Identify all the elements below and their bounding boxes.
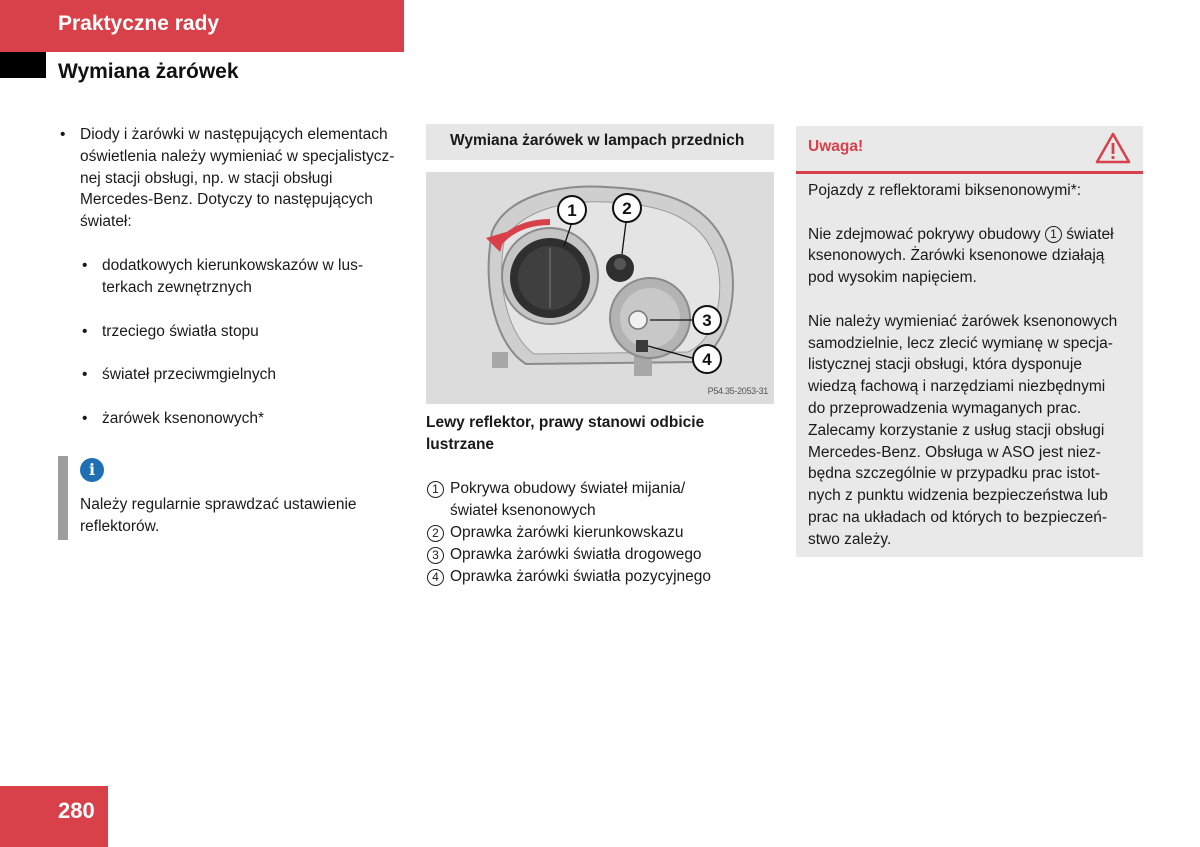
info-bar [58, 456, 68, 540]
legend-line: Oprawka żarówki światła drogowego [450, 546, 702, 563]
list-item-line: • dodatkowych kierunkowskazów w lus- [102, 256, 364, 274]
caption-line: lustrzane [426, 436, 495, 453]
list-item [80, 321, 408, 343]
chapter-title: Wymiana żarówek [58, 60, 239, 83]
warning-line: stwo zależy. [808, 530, 892, 548]
headlamp-figure [426, 172, 774, 404]
warning-line: listycznej stacji obsługi, która dysponuje [808, 356, 1082, 374]
figure-legend [426, 478, 766, 588]
intro-line: świateł: [80, 213, 132, 231]
intro-line: • Diody i żarówki w następujących elementach [80, 126, 388, 143]
legend-item [426, 544, 766, 566]
warning-title: Uwaga! [808, 138, 864, 155]
legend-item [426, 566, 766, 588]
light-list [58, 255, 408, 430]
legend-number: 1 [427, 481, 444, 498]
warning-triangle-icon [1095, 132, 1131, 164]
page-number: 280 [58, 798, 95, 823]
headlamp-illustration [426, 172, 774, 404]
callout-2: 2 [622, 199, 632, 218]
left-column [58, 124, 408, 452]
warning-line: do przeprowadzenia wymaganych prac. [808, 399, 1082, 417]
warning-text: ksenonowych. Żarówki ksenonowe działają [808, 247, 1105, 265]
legend-number: 2 [427, 525, 444, 542]
callout-1: 1 [567, 201, 577, 220]
list-item [80, 255, 408, 299]
warning-para [808, 224, 1140, 289]
chapter-marker [0, 52, 46, 78]
figure-code: P54.35-2053-31 [707, 386, 768, 396]
legend-line: świateł ksenonowych [450, 502, 596, 519]
inline-number: 1 [1045, 226, 1062, 243]
intro-line: Mercedes-Benz. Dotyczy to następujących [80, 191, 373, 209]
warning-text: świateł [1066, 225, 1114, 243]
legend-line: Oprawka żarówki kierunkowskazu [450, 524, 684, 541]
warning-para: Pojazdy z reflektorami biksenonowymi*: [808, 182, 1082, 199]
warning-line: Mercedes-Benz. Obsługa w ASO jest niez- [808, 443, 1101, 461]
warning-text: pod wysokim napięciem. [808, 269, 977, 287]
warning-para [808, 311, 1140, 551]
warning-line: prac na układach od których to bezpieczeń- [808, 508, 1107, 526]
warning-header [796, 126, 1143, 174]
legend-line: Pokrywa obudowy świateł mijania/ [450, 480, 686, 497]
list-item-line: • świateł przeciwmgielnych [102, 366, 277, 384]
warning-line: Nie należy wymieniać żarówek ksenonowych [808, 312, 1118, 330]
intro-bullet [58, 124, 408, 233]
warning-line: nych z punktu widzenia bezpieczeństwa lub [808, 487, 1108, 505]
warning-line: samodzielnie, lecz zlecić wymianę w specja- [808, 334, 1113, 352]
callout-3: 3 [702, 311, 712, 330]
list-item-line: • żarówek ksenonowych* [102, 410, 264, 428]
legend-item [426, 522, 766, 544]
subheading: Wymiana żarówek w lampach przednich [426, 124, 774, 160]
list-item [80, 408, 408, 430]
info-text [80, 494, 380, 538]
warning-box [796, 126, 1143, 557]
info-line: Należy regularnie sprawdzać ustawienie [80, 496, 357, 513]
intro-line: nej stacji obsługi, np. w stacji obsługi [80, 169, 333, 187]
section-title: Praktyczne rady [58, 12, 220, 35]
legend-item [426, 478, 766, 522]
middle-column [426, 124, 774, 585]
warning-line: będna szczególnie w przypadku prac istot- [808, 465, 1101, 483]
warning-line: wiedzą fachową i narzędziami niezbędnymi [808, 378, 1106, 396]
section-tab [0, 0, 404, 52]
info-line: reflektorów. [80, 518, 160, 535]
warning-line: Zalecamy korzystanie z usług stacji obsługi [808, 421, 1105, 439]
info-icon: i [80, 458, 104, 482]
warning-body [808, 180, 1140, 551]
figure-caption [426, 412, 746, 456]
list-item-line: • trzeciego światła stopu [102, 322, 259, 340]
caption-line: Lewy reflektor, prawy stanowi odbicie [426, 414, 705, 431]
legend-line: Oprawka żarówki światła pozycyjnego [450, 568, 712, 585]
warning-text: Nie zdejmować pokrywy obudowy [808, 225, 1041, 243]
legend-number: 4 [427, 569, 444, 586]
info-note [58, 456, 378, 540]
list-item [80, 364, 408, 386]
intro-line: oświetlenia należy wymieniać w specjalistycz- [80, 147, 395, 165]
list-item-line: terkach zewnętrznych [102, 278, 252, 296]
callout-4: 4 [702, 350, 712, 369]
legend-number: 3 [427, 547, 444, 564]
